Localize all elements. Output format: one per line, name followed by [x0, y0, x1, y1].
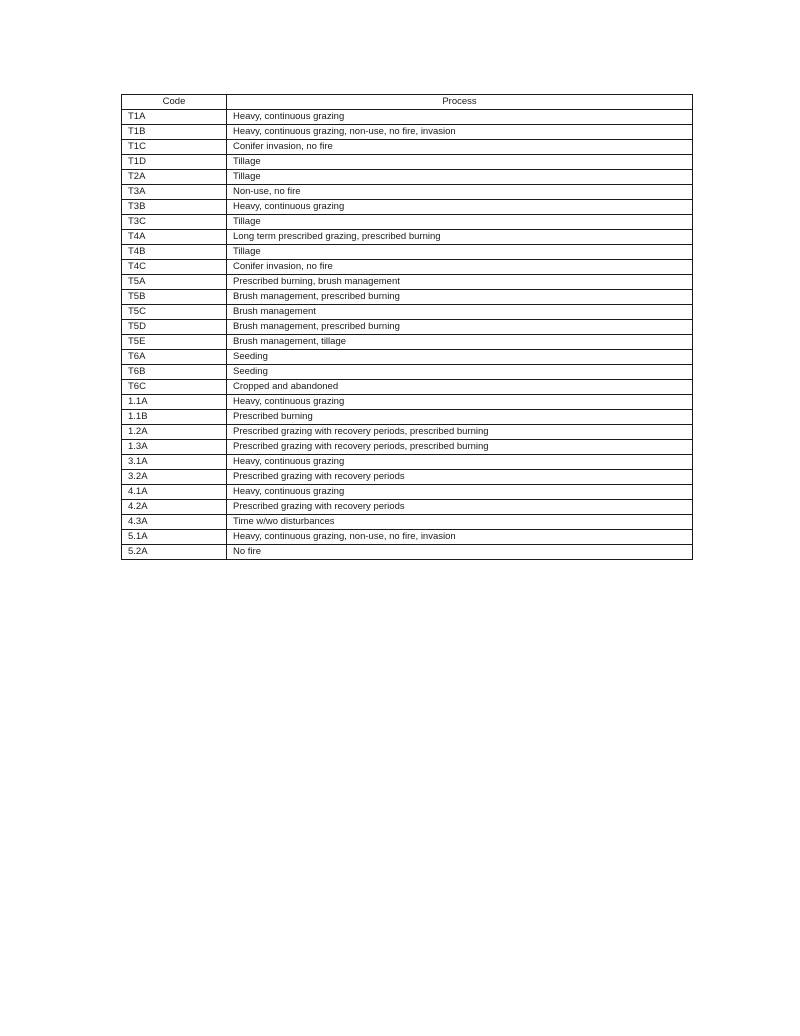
table-row	[122, 305, 693, 320]
table-row	[122, 485, 693, 500]
code-cell: 4.1A	[122, 485, 227, 500]
code-cell: T5D	[122, 320, 227, 335]
process-cell: Seeding	[227, 350, 693, 365]
process-table	[121, 94, 693, 560]
process-cell: Brush management, tillage	[227, 335, 693, 350]
process-cell: Tillage	[227, 170, 693, 185]
code-cell: 3.1A	[122, 455, 227, 470]
process-cell: Brush management	[227, 305, 693, 320]
table-row	[122, 395, 693, 410]
process-cell: Prescribed burning, brush management	[227, 275, 693, 290]
table-row	[122, 185, 693, 200]
table-row	[122, 320, 693, 335]
process-cell: Heavy, continuous grazing	[227, 485, 693, 500]
code-cell: T6B	[122, 365, 227, 380]
table-row	[122, 215, 693, 230]
process-cell: Heavy, continuous grazing	[227, 395, 693, 410]
code-cell: T2A	[122, 170, 227, 185]
code-cell: 1.3A	[122, 440, 227, 455]
process-cell: Heavy, continuous grazing, non-use, no fire, invasion	[227, 125, 693, 140]
process-cell: Heavy, continuous grazing	[227, 455, 693, 470]
code-cell: T6A	[122, 350, 227, 365]
code-cell: T1C	[122, 140, 227, 155]
process-cell: Prescribed grazing with recovery periods, prescribed burning	[227, 425, 693, 440]
code-cell: 1.2A	[122, 425, 227, 440]
process-cell: Non-use, no fire	[227, 185, 693, 200]
process-cell: Prescribed grazing with recovery periods	[227, 500, 693, 515]
table-row	[122, 170, 693, 185]
process-cell: Brush management, prescribed burning	[227, 290, 693, 305]
table-row	[122, 380, 693, 395]
process-cell: Long term prescribed grazing, prescribed burning	[227, 230, 693, 245]
code-cell: T1B	[122, 125, 227, 140]
table-row	[122, 260, 693, 275]
process-cell: Conifer invasion, no fire	[227, 260, 693, 275]
table-row	[122, 350, 693, 365]
table-row	[122, 425, 693, 440]
table-header-row	[122, 95, 693, 110]
table-row	[122, 410, 693, 425]
process-cell: Tillage	[227, 215, 693, 230]
code-cell: 4.2A	[122, 500, 227, 515]
code-cell: T1A	[122, 110, 227, 125]
table-row	[122, 545, 693, 560]
process-cell: Seeding	[227, 365, 693, 380]
table-row	[122, 230, 693, 245]
code-cell: T5E	[122, 335, 227, 350]
process-cell: Prescribed grazing with recovery periods, prescribed burning	[227, 440, 693, 455]
process-cell: No fire	[227, 545, 693, 560]
table-row	[122, 335, 693, 350]
process-cell: Prescribed burning	[227, 410, 693, 425]
code-column-header: Code	[122, 95, 227, 110]
table-row	[122, 155, 693, 170]
code-cell: T3C	[122, 215, 227, 230]
code-cell: T6C	[122, 380, 227, 395]
process-cell: Brush management, prescribed burning	[227, 320, 693, 335]
code-cell: T5C	[122, 305, 227, 320]
code-cell: T4C	[122, 260, 227, 275]
table-row	[122, 290, 693, 305]
code-cell: T5B	[122, 290, 227, 305]
table-row	[122, 140, 693, 155]
process-column-header: Process	[227, 95, 693, 110]
process-cell: Heavy, continuous grazing	[227, 110, 693, 125]
process-cell: Conifer invasion, no fire	[227, 140, 693, 155]
code-cell: 1.1B	[122, 410, 227, 425]
process-cell: Cropped and abandoned	[227, 380, 693, 395]
table-row	[122, 245, 693, 260]
code-cell: T4A	[122, 230, 227, 245]
table-row	[122, 440, 693, 455]
table-row	[122, 530, 693, 545]
code-cell: T3B	[122, 200, 227, 215]
code-cell: T5A	[122, 275, 227, 290]
code-cell: T4B	[122, 245, 227, 260]
process-cell: Time w/wo disturbances	[227, 515, 693, 530]
code-cell: 5.2A	[122, 545, 227, 560]
code-cell: 4.3A	[122, 515, 227, 530]
table-row	[122, 125, 693, 140]
code-cell: 1.1A	[122, 395, 227, 410]
code-cell: T3A	[122, 185, 227, 200]
table-row	[122, 275, 693, 290]
table-row	[122, 455, 693, 470]
table-body	[122, 110, 693, 560]
table-row	[122, 470, 693, 485]
code-cell: T1D	[122, 155, 227, 170]
code-cell: 5.1A	[122, 530, 227, 545]
code-cell: 3.2A	[122, 470, 227, 485]
process-cell: Tillage	[227, 155, 693, 170]
table-row	[122, 110, 693, 125]
process-cell: Heavy, continuous grazing	[227, 200, 693, 215]
table-row	[122, 365, 693, 380]
table-row	[122, 500, 693, 515]
process-cell: Prescribed grazing with recovery periods	[227, 470, 693, 485]
process-cell: Tillage	[227, 245, 693, 260]
process-cell: Heavy, continuous grazing, non-use, no fire, invasion	[227, 530, 693, 545]
table-row	[122, 515, 693, 530]
table-row	[122, 200, 693, 215]
